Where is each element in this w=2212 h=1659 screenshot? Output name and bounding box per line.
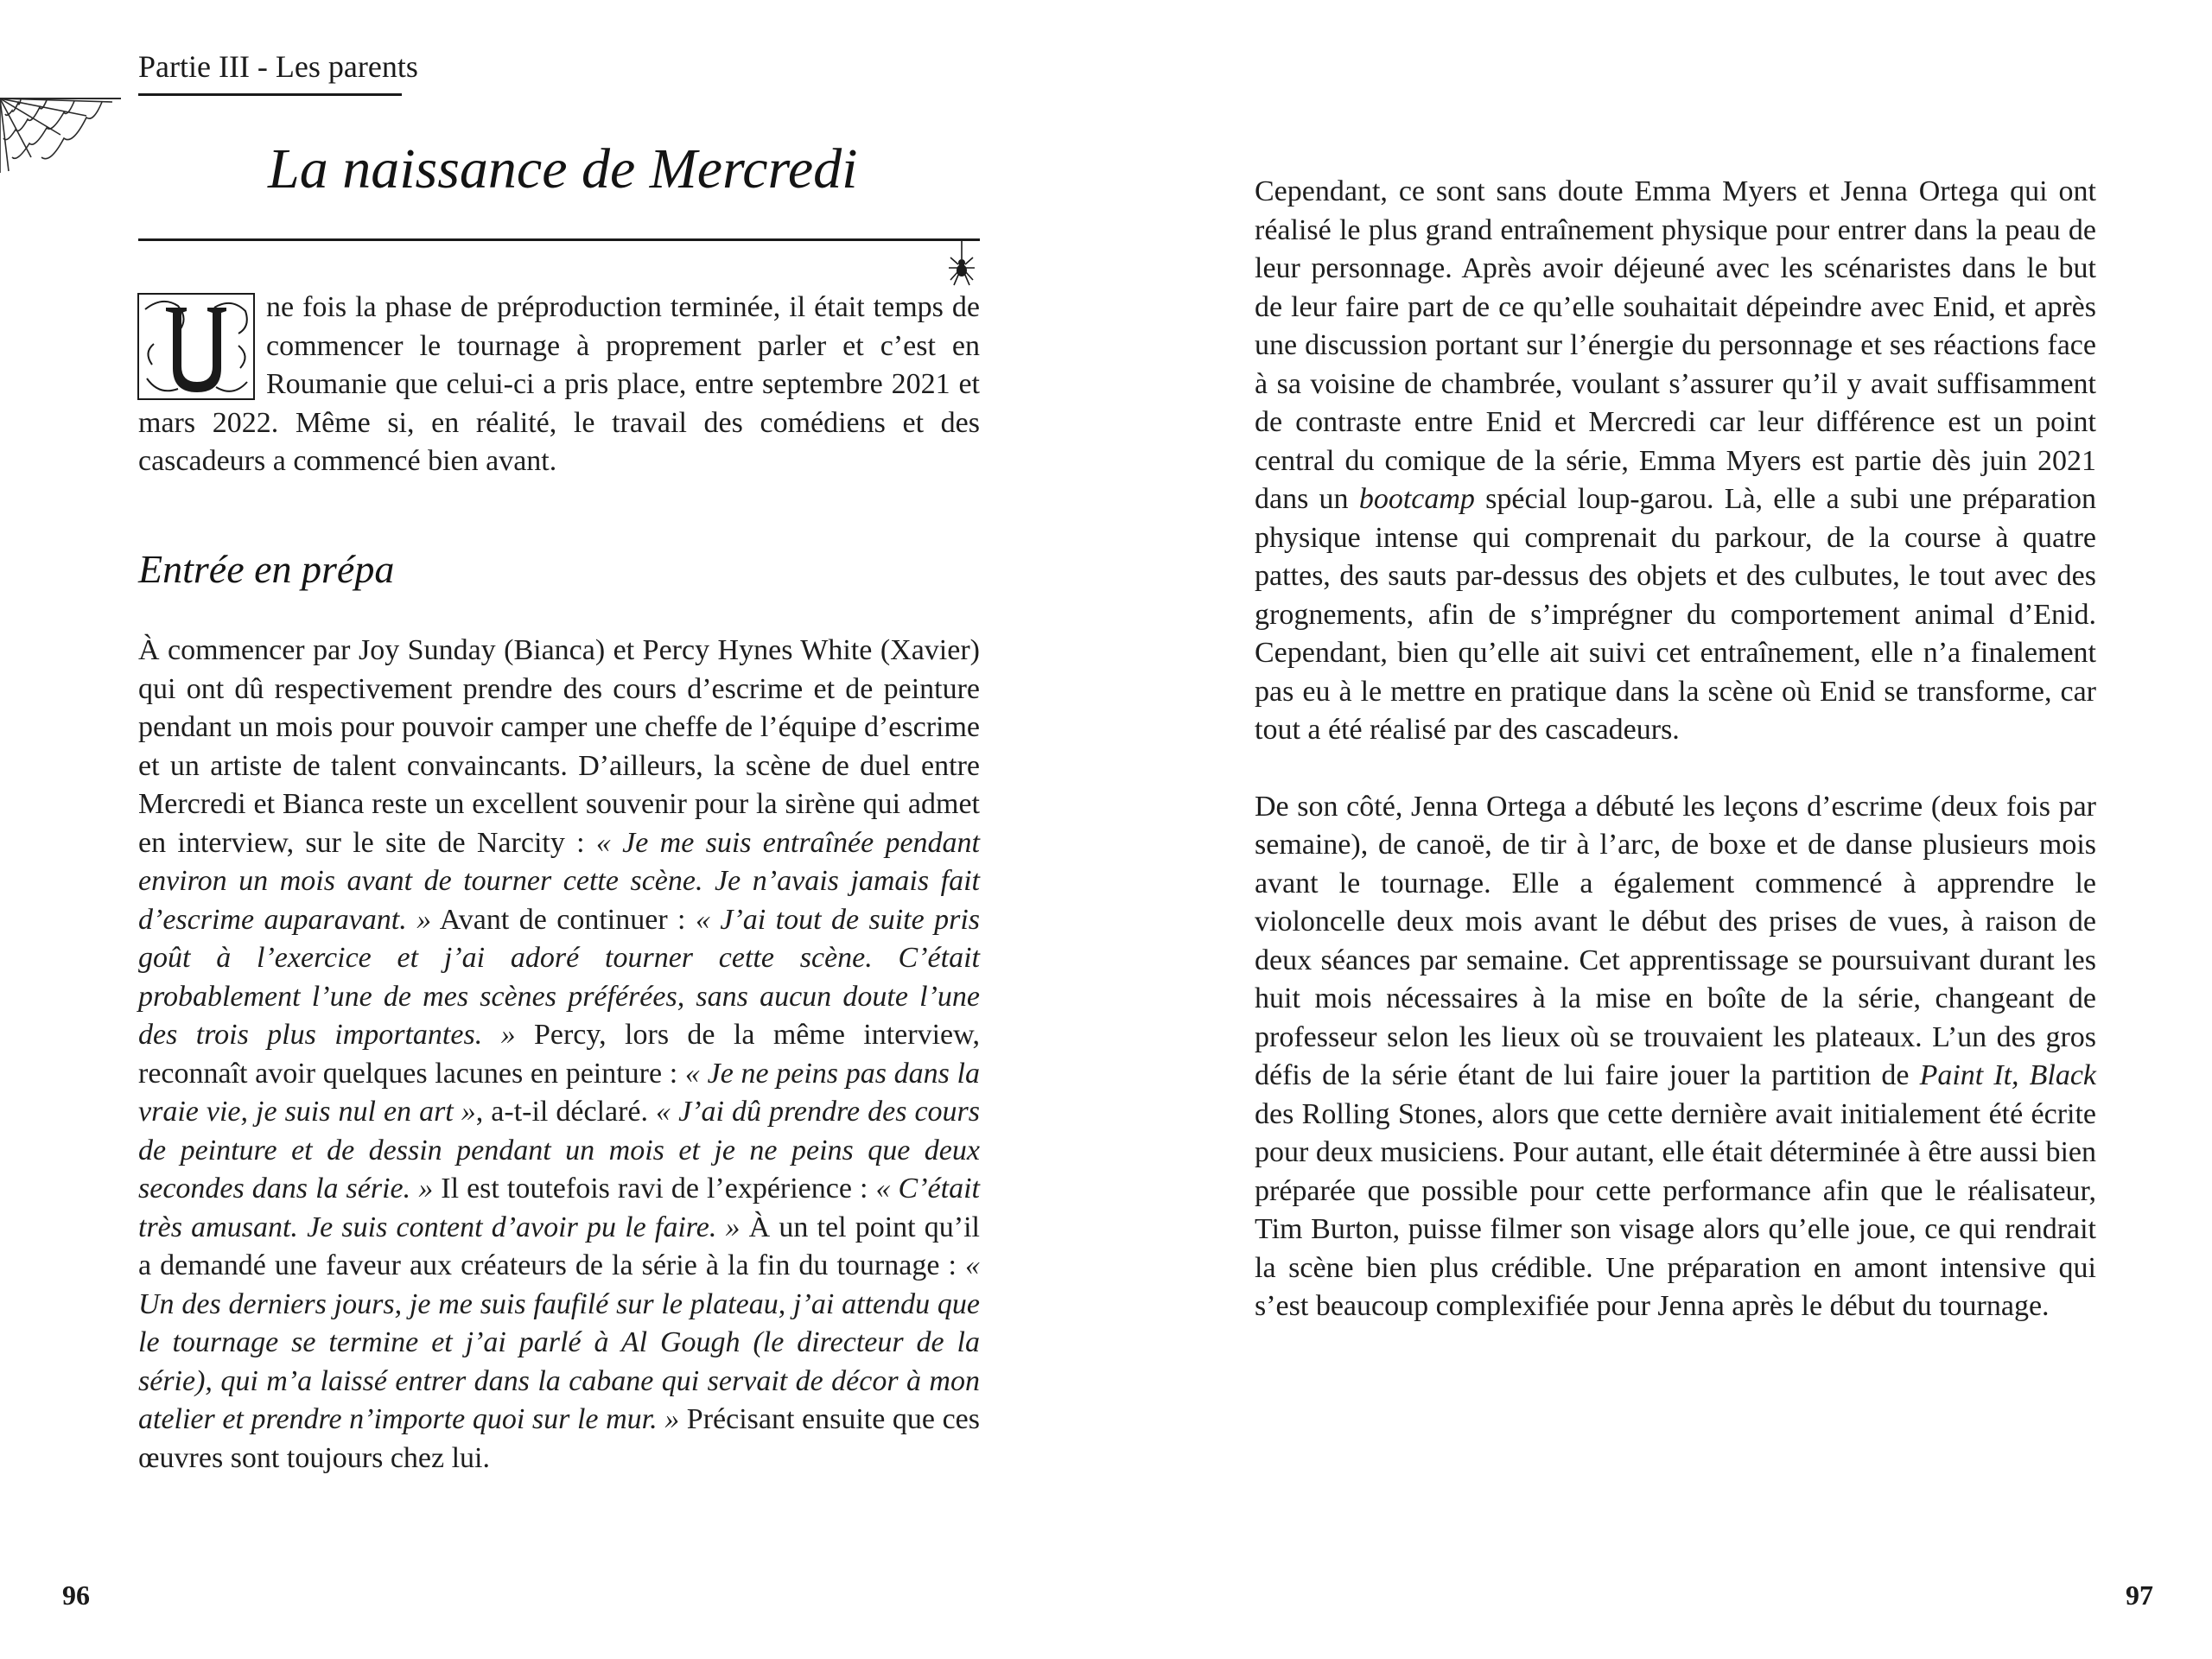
right-paragraph-1 [1255, 173, 2096, 750]
dropcap-spacer [138, 289, 266, 399]
left-page-body [138, 632, 980, 1478]
page-number-left: 96 [62, 1580, 90, 1611]
cobweb-icon [0, 95, 121, 173]
text-run: À commencer par Joy Sunday (Bianca) et Percy Hynes White (Xavier) qui ont dû respectivement prendre des cours d’escrime et de peinture pendant un mois pour pouvoir camper une cheffe de l’équipe d’escrime et un artiste de talent convaincants. D’ailleurs, la scène de duel entre Mercredi et Bianca reste un excellent souvenir pour la sirène qui admet en interview, sur le site de Narcity : [138, 634, 980, 859]
right-paragraph-2 [1255, 788, 2096, 1326]
text-run: Percy, lors de la même interview, reconnaît avoir quelques lacunes en peinture : [138, 1019, 980, 1090]
italic-quote-run: Paint It, Black [1919, 1059, 2096, 1091]
page-number-right: 97 [2126, 1580, 2153, 1611]
running-header-rule [138, 93, 402, 96]
italic-quote-run: « Je ne peins pas dans la vraie vie, je suis nul en art » [138, 1057, 981, 1128]
right-page-body [1255, 173, 2096, 1326]
running-header [138, 48, 418, 85]
running-header-title: Partie III - Les parents [138, 49, 418, 84]
text-run: À un tel point qu’il a demandé une faveur aux créateurs de la série à la fin du tournage : [138, 1211, 980, 1281]
italic-quote-run: « Je me suis entraînée pendant environ un mois avant de tourner cette scène. Je n’avais jamais fait d’escrime auparavant. » [138, 826, 981, 936]
italic-quote-run: bootcamp [1358, 483, 1475, 515]
spider-icon [947, 238, 976, 287]
text-run: des Rolling Stones, alors que cette dernière avait initialement été écrite pour deux musiciens. Pour autant, elle était déterminée à être aussi bien préparée que possible pour cette performance afin que le réalisateur, Tim Burton, puisse filmer son visage alors qu’elle joue, ce qui rendrait la scène bien plus crédible. Une préparation en amont intensive qui s’est beaucoup complexifiée pour Jenna après le début du tournage. [1255, 1097, 2096, 1322]
text-run: De son côté, Jenna Ortega a débuté les leçons d’escrime (deux fois par semaine), de canoë, de tir à l’arc, de boxe et de danse plusieurs mois avant le tournage. Elle a également commencé à apprendre le violoncelle deux mois avant le début des prises de vues, à raison de deux séances par semaine. Cet apprentissage se poursuivant durant les huit mois nécessaires à la mise en boîte de la série, changeant de professeur selon les lieux où se trouvaient les plateaux. L’un des gros défis de la série étant de lui faire jouer la partition de [1255, 790, 2096, 1091]
italic-quote-run: « Un des derniers jours, je me suis faufilé sur le plateau, j’ai attendu que le tournage se termine et j’ai parlé à Al Gough (le directeur de la série), qui m’a laissé entrer dans la cabane qui servait de décor à mon atelier et prendre n’importe quoi sur le mur. » [138, 1249, 980, 1435]
chapter-lead-text: ne fois la phase de préproduction terminée, il était temps de commencer le tournage à proprement parler et c’est en Roumanie que celui-ci a pris place, entre septembre 2021 et mars 2022. Même si, en réalité, le travail des comédiens et des cascadeurs a commencé bien avant. [138, 291, 980, 477]
chapter-lead-paragraph [138, 289, 980, 481]
section-subheading: Entrée en prépa [138, 547, 395, 591]
italic-quote-run: « J’ai tout de suite pris goût à l’exercice et j’ai adoré tourner cette scène. C’était probablement l’une de mes scènes préférées, sans aucun doute l’une des trois plus importantes. » [138, 903, 981, 1051]
italic-quote-run: « C’était très amusant. Je suis content d’avoir pu le faire. » [138, 1173, 980, 1243]
left-paragraph [138, 632, 980, 1478]
text-run: Il est toutefois ravi de l’expérience : [433, 1173, 876, 1205]
chapter-title: La naissance de Mercredi [268, 137, 858, 200]
text-run: spécial loup-garou. Là, elle a subi une préparation physique intense qui comprenait du parkour, de la course à quatre pattes, des sauts par-dessus des objets et des culbutes, le tout avec des grognements, afin de s’imprégner du comportement animal d’Enid. Cependant, bien qu’elle ait suivi cet entraînement, elle n’a finalement pas eu à le mettre en pratique dans la scène où Enid se transforme, car tout a été réalisé par des cascadeurs. [1255, 483, 2096, 746]
text-run: Avant de continuer : [431, 903, 696, 936]
chapter-title-rule [138, 238, 980, 241]
text-run: , a-t-il déclaré. [475, 1096, 657, 1128]
text-run: Cependant, ce sont sans doute Emma Myers et Jenna Ortega qui ont réalisé le plus grand entraînement physique pour entrer dans la peau de leur personnage. Après avoir déjeuné avec les scénaristes dans le but de leur faire part de ce qu’elle souhaitait dépeindre avec Enid, et après une discussion portant sur l’énergie du personnage et ses réactions face à sa voisine de chambrée, voulant s’assurer qu’il y avait suffisamment de contraste entre Enid et Mercredi car leur différence est un point central du comique de la série, Emma Myers est partie dès juin 2021 dans un [1255, 175, 2096, 515]
italic-quote-run: « J’ai dû prendre des cours de peinture et de dessin pendant un mois et je ne peins que deux secondes dans la série. » [138, 1096, 980, 1205]
text-run: Précisant ensuite que ces œuvres sont toujours chez lui. [138, 1403, 981, 1474]
